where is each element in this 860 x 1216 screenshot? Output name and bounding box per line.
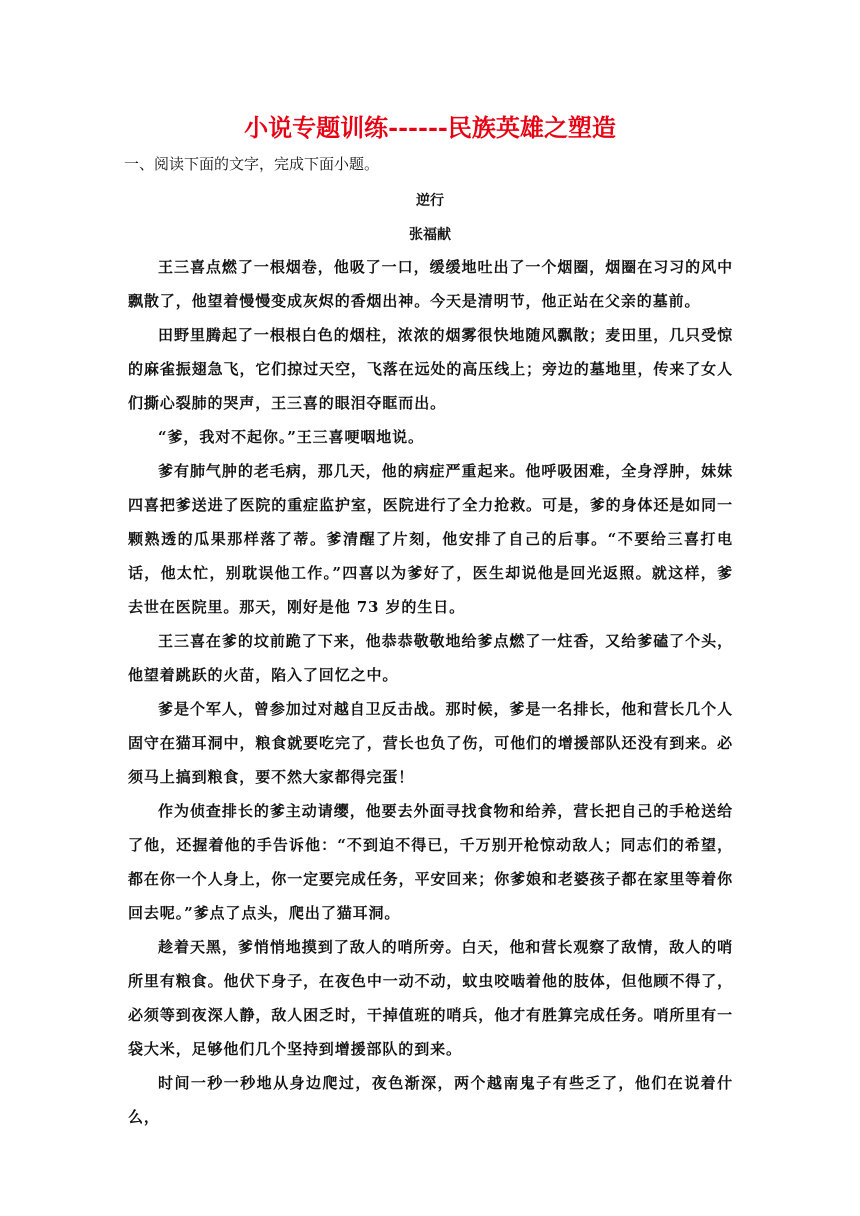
document-title: 小说专题训练------民族英雄之塑造 [244, 113, 616, 142]
paragraph: 爹是个军人，曾参加过对越自卫反击战。那时候，爹是一名排长，他和营长几个人固守在猫耳洞中，粮食就要吃完了，营长也负了伤，可他们的增援部队还没有到来。必须马上搞到粮食，要不然大家都得完蛋！ [128, 700, 733, 786]
paragraph: 王三喜在爹的坟前跪了下来，他恭恭敬敬地给爹点燃了一炷香，又给爹磕了个头，他望着跳跃的火苗，陷入了回忆之中。 [128, 632, 733, 684]
paragraph: “爹，我对不起你。”王三喜哽咽地说。 [158, 428, 424, 446]
paragraph: 趁着天黑，爹悄悄地摸到了敌人的哨所旁。白天，他和营长观察了敌情，敌人的哨所里有粮食。他伏下身子，在夜色中一动不动，蚊虫咬啮着他的肢体，但他顾不得了，必须等到夜深人静，敌人困乏时，干掉值班的哨兵，他才有胜算完成任务。哨所里有一袋大米，足够他们几个坚持到增援部队的到来。 [128, 938, 733, 1058]
question-heading: 一、阅读下面的文字，完成下面小题。 [124, 155, 380, 173]
paragraph: 爹有肺气肿的老毛病，那几天，他的病症严重起来。他呼吸困难，全身浮肿，妹妹四喜把爹送进了医院的重症监护室，医院进行了全力抢救。可是，爹的身体还是如同一颗熟透的瓜果那样落了蒂。爹清醒了片刻，他安排了自己的后事。“不要给三喜打电话，他太忙，别耽误他工作。”四喜以为爹好了，医生却说他是回光返照。就这样，爹去世在医院里。那天，刚好是他 73 岁的生日。 [128, 462, 733, 616]
paragraph: 时间一秒一秒地从身边爬过，夜色渐深，两个越南鬼子有些乏了，他们在说着什么， [128, 1074, 733, 1126]
story-title: 逆行 [416, 193, 444, 209]
story-author: 张福献 [409, 227, 451, 243]
paragraph: 王三喜点燃了一根烟卷，他吸了一口，缓缓地吐出了一个烟圈，烟圈在习习的风中飘散了，他望着慢慢变成灰烬的香烟出神。今天是清明节，他正站在父亲的墓前。 [128, 258, 733, 310]
paragraph: 作为侦查排长的爹主动请缨，他要去外面寻找食物和给养，营长把自己的手枪送给了他，还握着他的手告诉他：“不到迫不得已，千万别开枪惊动敌人；同志们的希望，都在你一个人身上，你一定要完成任务，平安回来；你爹娘和老婆孩子都在家里等着你回去呢。”爹点了点头，爬出了猫耳洞。 [128, 802, 733, 922]
paragraph: 田野里腾起了一根根白色的烟柱，浓浓的烟雾很快地随风飘散；麦田里，几只受惊的麻雀振翅急飞，它们掠过天空，飞落在远处的高压线上；旁边的墓地里，传来了女人们撕心裂肺的哭声，王三喜的眼泪夺眶而出。 [128, 326, 733, 412]
story-body [128, 250, 733, 1134]
